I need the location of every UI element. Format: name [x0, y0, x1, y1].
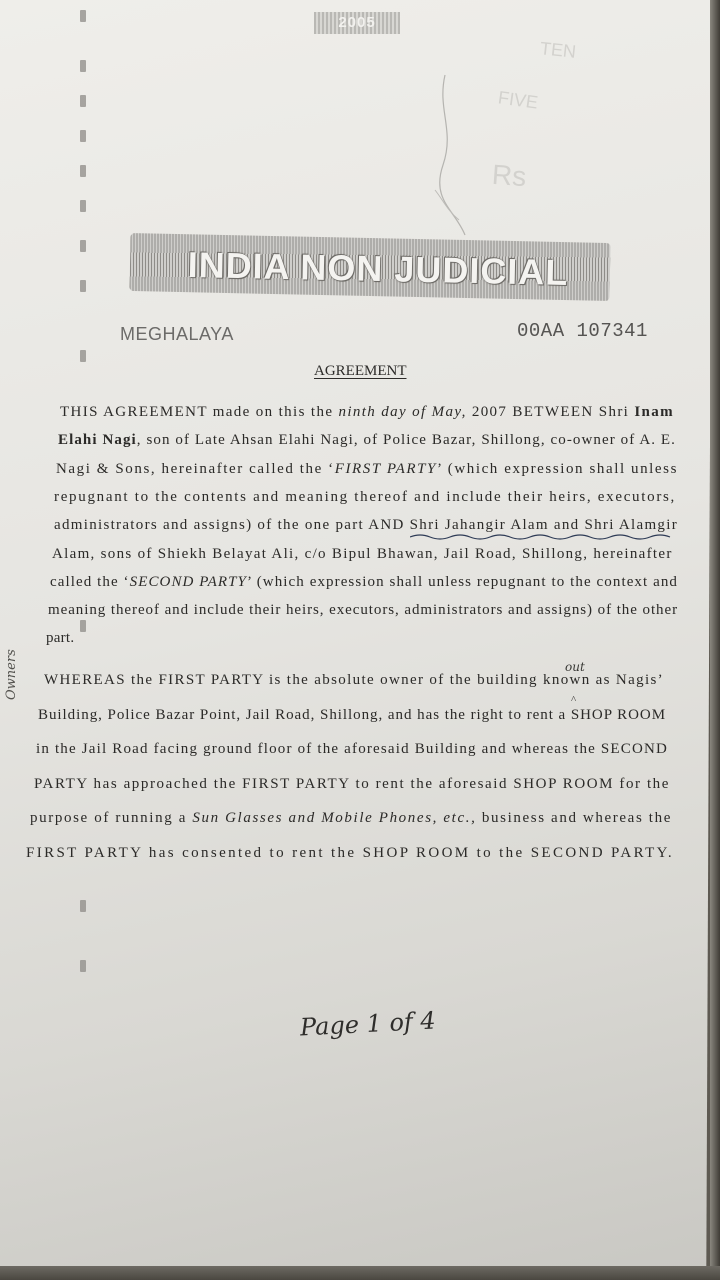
perforation-mark [80, 200, 86, 212]
perforation-mark [80, 960, 86, 972]
text-line [48, 602, 678, 619]
text-run: business and whereas the [476, 810, 672, 826]
text-line [26, 845, 674, 862]
text-run: ’ (which expression shall unless repugnant to the context and [246, 573, 678, 590]
handwritten-page-number: Page 1 of 4 [299, 1006, 437, 1042]
perforation-mark [80, 350, 86, 362]
perforation-mark [80, 10, 86, 22]
text-run: FIRST PARTY has consented to rent the SHOP ROOM to the SECOND PARTY. [26, 844, 674, 861]
perforation-mark [80, 130, 86, 142]
text-run: meaning thereof and include their heirs, executors, administrators and assigns) of the other [48, 602, 678, 619]
text-run: administrators and assigns) of the one part AND Shri Jahangir Alam and Shri Alamgir [54, 517, 678, 534]
text-line [36, 741, 668, 758]
stamp-faint-value-2: FIVE [496, 87, 540, 113]
italic-text: Sun Glasses and Mobile Phones, etc., [192, 810, 477, 826]
text-run: repugnant to the contents and meaning thereof and include their heirs, executors, [54, 488, 676, 505]
underline-squiggle [410, 533, 680, 541]
text-run: WHEREAS the FIRST PARTY is the absolute owner of the building known as Nagis’ [44, 672, 664, 688]
text-line [58, 432, 676, 449]
text-run: Building, Police Bazar Point, Jail Road, Shillong, and has the right to rent a SHOP ROOM [38, 706, 666, 723]
text-line [30, 810, 672, 827]
paper-edge-shadow [710, 0, 720, 1280]
text-line [54, 489, 676, 506]
stamp-banner-text: INDIA NON JUDICIAL [187, 244, 569, 293]
perforation-mark [80, 900, 86, 912]
handwritten-margin-note: Owners [4, 649, 19, 700]
document-title: AGREEMENT [314, 363, 407, 379]
text-line [38, 707, 666, 724]
text-line [50, 574, 678, 591]
italic-text: SECOND PARTY [129, 573, 247, 590]
perforation-mark [80, 280, 86, 292]
text-run: part. [46, 630, 75, 647]
text-run: called the ‘ [50, 573, 130, 590]
text-line [46, 630, 74, 647]
perforation-mark [80, 240, 86, 252]
perforation-mark [80, 165, 86, 177]
bold-text: Inam [634, 404, 674, 420]
stamp-year-label: 2005 [314, 12, 400, 34]
stamp-state-name: MEGHALAYA [120, 324, 234, 344]
stamp-emblem-lines [425, 70, 475, 240]
italic-text: ninth day of May, [338, 404, 467, 420]
perforation-mark [80, 620, 86, 632]
text-line [54, 517, 678, 534]
desk-surface [0, 1266, 720, 1280]
text-run: Alam, sons of Shiekh Belayat Ali, c/o Bipul Bhawan, Jail Road, Shillong, hereinafter [52, 545, 673, 562]
text-line [52, 546, 673, 563]
handwritten-insertion: out [565, 660, 585, 674]
text-run: 2007 BETWEEN Shri [466, 404, 635, 420]
text-run: in the Jail Road facing ground floor of the aforesaid Building and whereas the SECOND [36, 741, 668, 757]
bold-text: Elahi Nagi [58, 432, 137, 449]
insertion-caret: ^ [571, 694, 577, 706]
text-line [34, 776, 670, 793]
text-run: PARTY has approached the FIRST PARTY to rent the aforesaid SHOP ROOM for the [34, 775, 670, 792]
stamp-faint-value-3: Rs [490, 158, 528, 193]
text-line [56, 461, 678, 478]
text-line [44, 672, 664, 689]
stamp-serial-number: 00AA 107341 [517, 320, 648, 342]
italic-text: FIRST PARTY [334, 460, 437, 477]
text-run: , son of Late Ahsan Elahi Nagi, of Police Bazar, Shillong, co-owner of A. E. [136, 432, 676, 449]
perforation-mark [80, 95, 86, 107]
text-run: ’ (which expression shall unless [436, 460, 678, 477]
text-run: THIS AGREEMENT made on this the [60, 404, 339, 420]
text-line [60, 404, 674, 421]
text-run: purpose of running a [30, 810, 193, 826]
perforation-mark [80, 60, 86, 72]
text-run: Nagi & Sons, hereinafter called the ‘ [56, 460, 335, 477]
stamp-faint-value-1: TEN [539, 38, 577, 62]
